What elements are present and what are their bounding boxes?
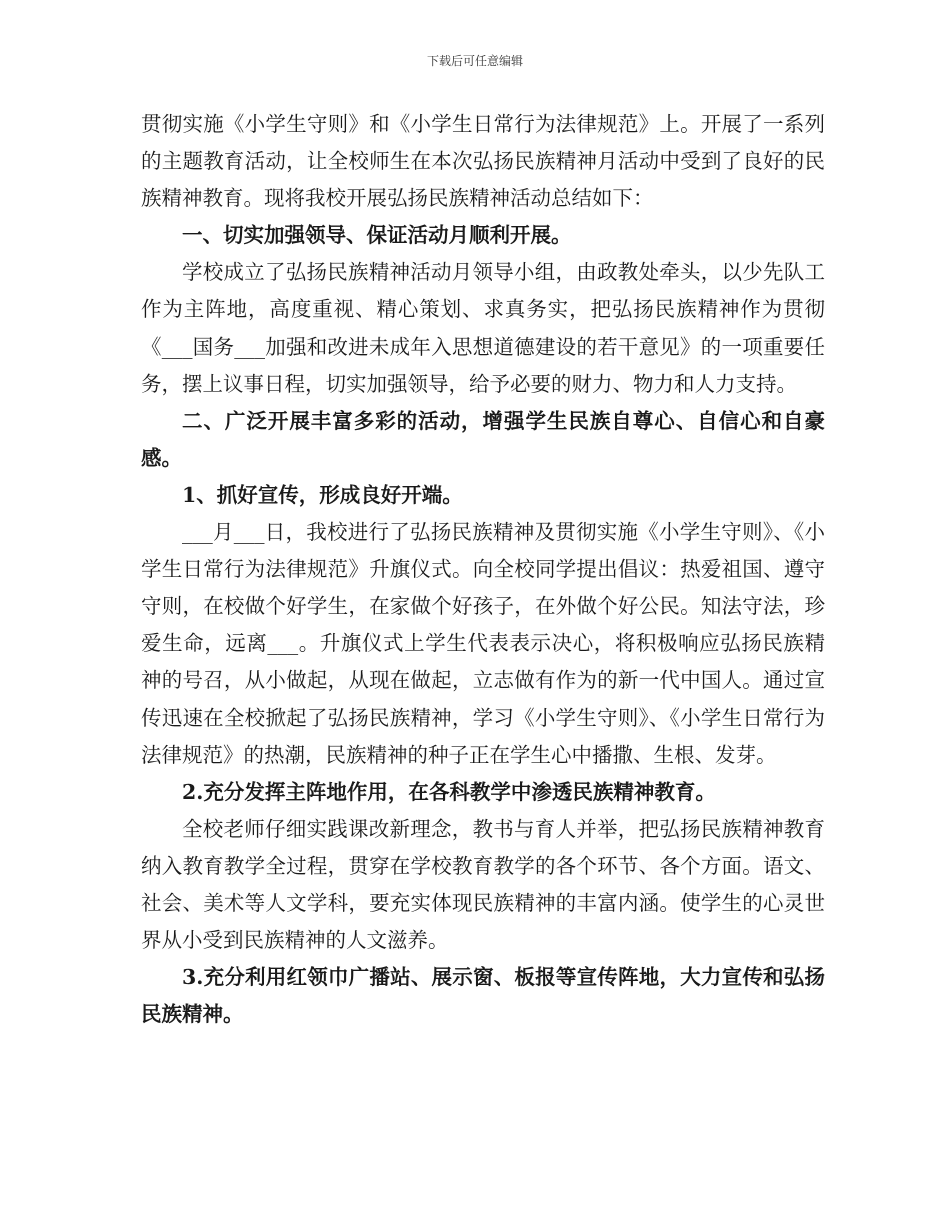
subheading-2: 2.充分发挥主阵地作用，在各科教学中渗透民族精神教育。 [182,779,716,804]
body-paragraph-teaching: 全校老师仔细实践课改新理念，教书与育人并举，把弘扬民族精神教育纳入教育教学全过程，贯穿在学校教育教学的各个环节、各个方面。语文、社会、美术等人文学科，要充实体现民族精神的丰富内涵。使学生的心灵世界从小受到民族精神的人文滋养。 [141,816,825,953]
intro-paragraph: 贯彻实施《小学生守则》和《小学生日常行为法律规范》上。开展了一系列的主题教育活动，让全校师生在本次弘扬民族精神月活动中受到了良好的民族精神教育。现将我校开展弘扬民族精神活动总结如下： [141,112,825,211]
subheading-3: 3.充分利用红领巾广播站、展示窗、板报等宣传阵地，大力宣传和弘扬民族精神。 [141,965,825,1027]
body-paragraph-leadership: 学校成立了弘扬民族精神活动月领导小组，由政教处牵头，以少先队工作为主阵地，高度重视、精心策划、求真务实，把弘扬民族精神作为贯彻《___国务___加强和改进未成年入思想道德建设的若干意见》的一项重要任务，摆上议事日程，切实加强领导，给予必要的财力、物力和人力支持。 [141,260,825,396]
section-heading-2: 二、广泛开展丰富多彩的活动，增强学生民族自尊心、自信心和自豪感。 [141,408,825,470]
body-paragraph-publicity: ___月___日，我校进行了弘扬民族精神及贯彻实施《小学生守则》、《小学生日常行为法律规范》升旗仪式。向全校同学提出倡议：热爱祖国、遵守守则，在校做个好学生，在家做个好孩子，在外做个好公民。知法守法，珍爱生命，远离___。升旗仪式上学生代表表示决心，将积极响应弘扬民族精神的号召，从小做起，从现在做起，立志做有作为的新一代中国人。通过宣传迅速在全校掀起了弘扬民族精神，学习《小学生守则》、《小学生日常行为法律规范》的热潮，民族精神的种子正在学生心中播撒、生根、发芽。 [141,520,825,767]
section-heading-1: 一、切实加强领导、保证活动月顺利开展。 [182,223,572,248]
document-body [141,106,825,1033]
subheading-1: 1、抓好宣传，形成良好开端。 [182,482,463,507]
page-header: 下载后可任意编辑 [426,54,523,68]
